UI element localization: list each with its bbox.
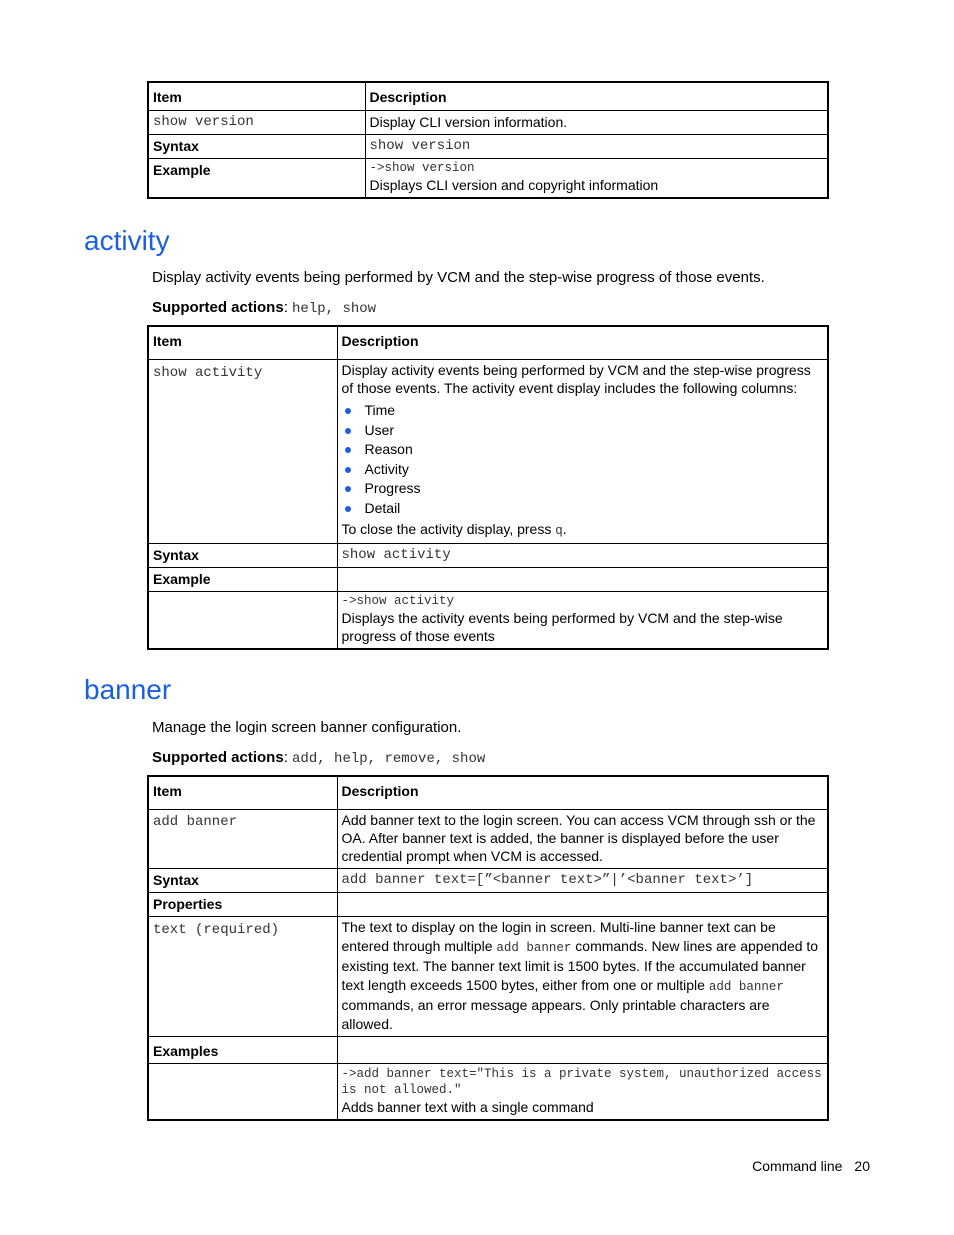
close-text: To close the activity display, press bbox=[341, 521, 556, 537]
example-command: ->add banner text="This is a private system, unauthorized access is not allowed." bbox=[341, 1067, 822, 1097]
section-title-activity: activity bbox=[84, 225, 170, 256]
activity-supported-actions: Supported actions: help, show bbox=[152, 299, 377, 317]
example-label: Example bbox=[148, 568, 337, 592]
table-header-row bbox=[148, 776, 828, 810]
show-version-table bbox=[147, 81, 829, 199]
table-row bbox=[148, 893, 828, 917]
description-cell bbox=[337, 360, 828, 544]
header-item: Item bbox=[148, 776, 337, 810]
syntax-label: Syntax bbox=[148, 869, 337, 893]
table-header-row bbox=[148, 82, 828, 111]
empty-cell bbox=[148, 1064, 337, 1121]
item-cell: add banner bbox=[148, 810, 337, 869]
header-description: Description bbox=[365, 82, 828, 111]
table-header-row bbox=[148, 326, 828, 360]
item-cell: show activity bbox=[148, 360, 337, 544]
property-description-cell bbox=[337, 917, 828, 1037]
list-item: Progress bbox=[342, 479, 824, 499]
syntax-cell: add banner text=[”<banner text>”|’<banner text>’] bbox=[337, 869, 828, 893]
list-item: Detail bbox=[342, 499, 824, 519]
example-label: Example bbox=[148, 159, 365, 199]
empty-cell bbox=[337, 893, 828, 917]
supported-actions-label: Supported actions bbox=[152, 749, 284, 766]
supported-actions-list: add, help, remove, show bbox=[292, 751, 486, 767]
list-item: User bbox=[342, 421, 824, 441]
banner-supported-actions: Supported actions: add, help, remove, show bbox=[152, 749, 486, 767]
activity-intro: Display activity events being performed by VCM and the step-wise progress of those events. bbox=[152, 269, 765, 286]
table-row bbox=[148, 544, 828, 568]
page-number: 20 bbox=[854, 1158, 870, 1174]
header-item: Item bbox=[148, 82, 365, 111]
example-cell bbox=[337, 592, 828, 650]
table-row bbox=[148, 135, 828, 159]
item-cell: show version bbox=[148, 111, 365, 135]
example-cell bbox=[337, 1064, 828, 1121]
description-text: Display activity events being performed by VCM and the step-wise progress of those events. The activity event display includes the following columns: bbox=[341, 362, 811, 396]
header-item: Item bbox=[148, 326, 337, 360]
examples-label: Examples bbox=[148, 1037, 337, 1064]
close-instruction: To close the activity display, press q. bbox=[341, 521, 567, 538]
columns-list bbox=[342, 401, 824, 518]
property-text: commands. New lines are appended to existing text. The banner text limit is 1500 bytes. If the accumulated banner text length exceeds 1500 bytes, either from one or multiple bbox=[341, 937, 819, 993]
header-description: Description bbox=[337, 326, 828, 360]
example-command: ->show activity bbox=[341, 594, 455, 608]
example-description: Displays the activity events being performed by VCM and the step-wise progress of those events bbox=[341, 610, 783, 644]
table-row bbox=[148, 568, 828, 592]
banner-table bbox=[147, 775, 829, 1121]
property-code: add banner bbox=[496, 940, 572, 955]
description-cell: Display CLI version information. bbox=[365, 111, 828, 135]
syntax-cell: show activity bbox=[337, 544, 828, 568]
footer-section: Command line bbox=[752, 1158, 843, 1174]
supported-actions-list: help, show bbox=[292, 301, 377, 317]
list-item: Reason bbox=[342, 440, 824, 460]
table-row bbox=[148, 360, 828, 544]
description-cell: Add banner text to the login screen. You can access VCM through ssh or the OA. After banner text is added, the banner is displayed before the user credential prompt when VCM is accessed. bbox=[337, 810, 828, 869]
page-footer bbox=[740, 1158, 870, 1174]
header-description: Description bbox=[337, 776, 828, 810]
property-code: add banner bbox=[708, 979, 784, 994]
example-command: ->show version bbox=[369, 161, 475, 175]
example-description: Adds banner text with a single command bbox=[341, 1099, 594, 1115]
properties-label: Properties bbox=[148, 893, 337, 917]
empty-cell bbox=[337, 1037, 828, 1064]
syntax-label: Syntax bbox=[148, 135, 365, 159]
table-row bbox=[148, 111, 828, 135]
list-item: Time bbox=[342, 401, 824, 421]
syntax-cell: show version bbox=[365, 135, 828, 159]
activity-table bbox=[147, 325, 829, 650]
supported-actions-label: Supported actions bbox=[152, 299, 284, 316]
list-item: Activity bbox=[342, 460, 824, 480]
banner-intro: Manage the login screen banner configuration. bbox=[152, 719, 462, 736]
example-cell bbox=[365, 159, 828, 199]
table-row bbox=[148, 1064, 828, 1121]
close-key: q bbox=[555, 524, 563, 538]
property-item-cell: text (required) bbox=[148, 917, 337, 1037]
empty-cell bbox=[148, 592, 337, 650]
table-row bbox=[148, 159, 828, 199]
table-row bbox=[148, 810, 828, 869]
property-text: The text to display on the login in screen. Multi-line banner text can be entered through multiple bbox=[341, 919, 776, 954]
property-text: commands, an error message appears. Only printable characters are allowed. bbox=[341, 997, 770, 1032]
table-row bbox=[148, 592, 828, 650]
empty-cell bbox=[337, 568, 828, 592]
example-description: Displays CLI version and copyright information bbox=[369, 177, 659, 193]
section-title-banner: banner bbox=[84, 674, 172, 705]
table-row bbox=[148, 917, 828, 1037]
table-row bbox=[148, 869, 828, 893]
syntax-label: Syntax bbox=[148, 544, 337, 568]
table-row bbox=[148, 1037, 828, 1064]
